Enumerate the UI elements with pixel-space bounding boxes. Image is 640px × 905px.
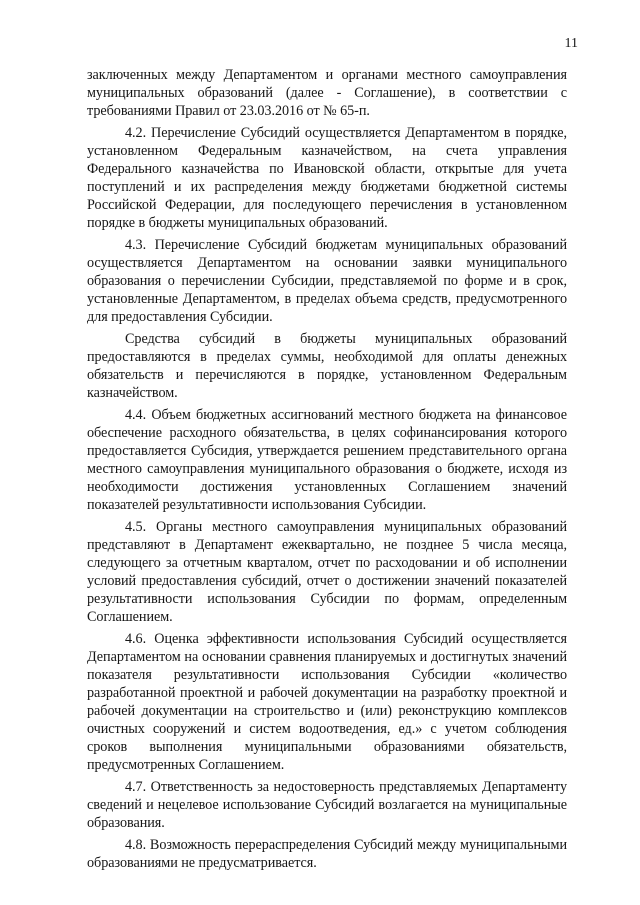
paragraph-4-5: 4.5. Органы местного самоуправления муниципальных образований представляют в Департамент ежеквартально, не позднее 5 числа месяца, следующего за отчетным кварталом, отчет по расходовании и об исполнении условий предоставления субсидий, отчет о достижении значений показателей результативности использования Субсидии по формам, определенным Соглашением. [87, 519, 567, 625]
paragraph-4-6: 4.6. Оценка эффективности использования Субсидий осуществляется Департаментом на основании сравнения планируемых и достигнутых значений показателя результативности использования Субсидии «количество разработанной проектной и рабочей документации на разработку проектной и рабочей документации на строительство и (или) реконструкцию комплексов очистных сооружений и систем водоотведения, ед.» с учетом соблюдения сроков выполнения муниципальными образованиями обязательств, предусмотренных Соглашением. [87, 631, 567, 773]
paragraph-4-3: 4.3. Перечисление Субсидий бюджетам муниципальных образований осуществляется Департаментом на основании заявки муниципального образования о перечислении Субсидии, представляемой по форме и в срок, установленные Департаментом, в пределах объема средств, предусмотренного для предоставления Субсидии. [87, 237, 567, 325]
paragraph-4-8: 4.8. Возможность перераспределения Субсидий между муниципальными образованиями не предусматривается. [87, 837, 567, 871]
page-number: 11 [564, 36, 578, 51]
paragraph-4-4: 4.4. Объем бюджетных ассигнований местного бюджета на финансовое обеспечение расходного обязательства, в целях софинансирования которого предоставляется Субсидия, утверждается решением представительного органа местного самоуправления муниципального образования о бюджете, исходя из необходимости достижения установленных Соглашением значений показателей результативности использования Субсидии. [87, 407, 567, 513]
paragraph-continuation: заключенных между Департаментом и органами местного самоуправления муниципальных образований (далее - Соглашение), в соответствии с требованиями Правил от 23.03.2016 от № 65-п. [87, 67, 567, 119]
paragraph-subsidy-funds: Средства субсидий в бюджеты муниципальных образований предоставляются в пределах суммы, необходимой для оплаты денежных обязательств и перечисляются в порядке, установленном Федеральным казначейством. [87, 331, 567, 401]
document-body [87, 66, 567, 872]
paragraph-4-2: 4.2. Перечисление Субсидий осуществляется Департаментом в порядке, установленном Федеральным казначейством, на счета управления Федерального казначейства по Ивановской области, открытые для учета поступлений и их распределения между бюджетами бюджетной системы Российской Федерации, для последующего перечисления в установленном порядке в бюджеты муниципальных образований. [87, 125, 567, 231]
paragraph-4-7: 4.7. Ответственность за недостоверность представляемых Департаменту сведений и нецелевое использование Субсидий возлагается на муниципальные образования. [87, 779, 567, 831]
